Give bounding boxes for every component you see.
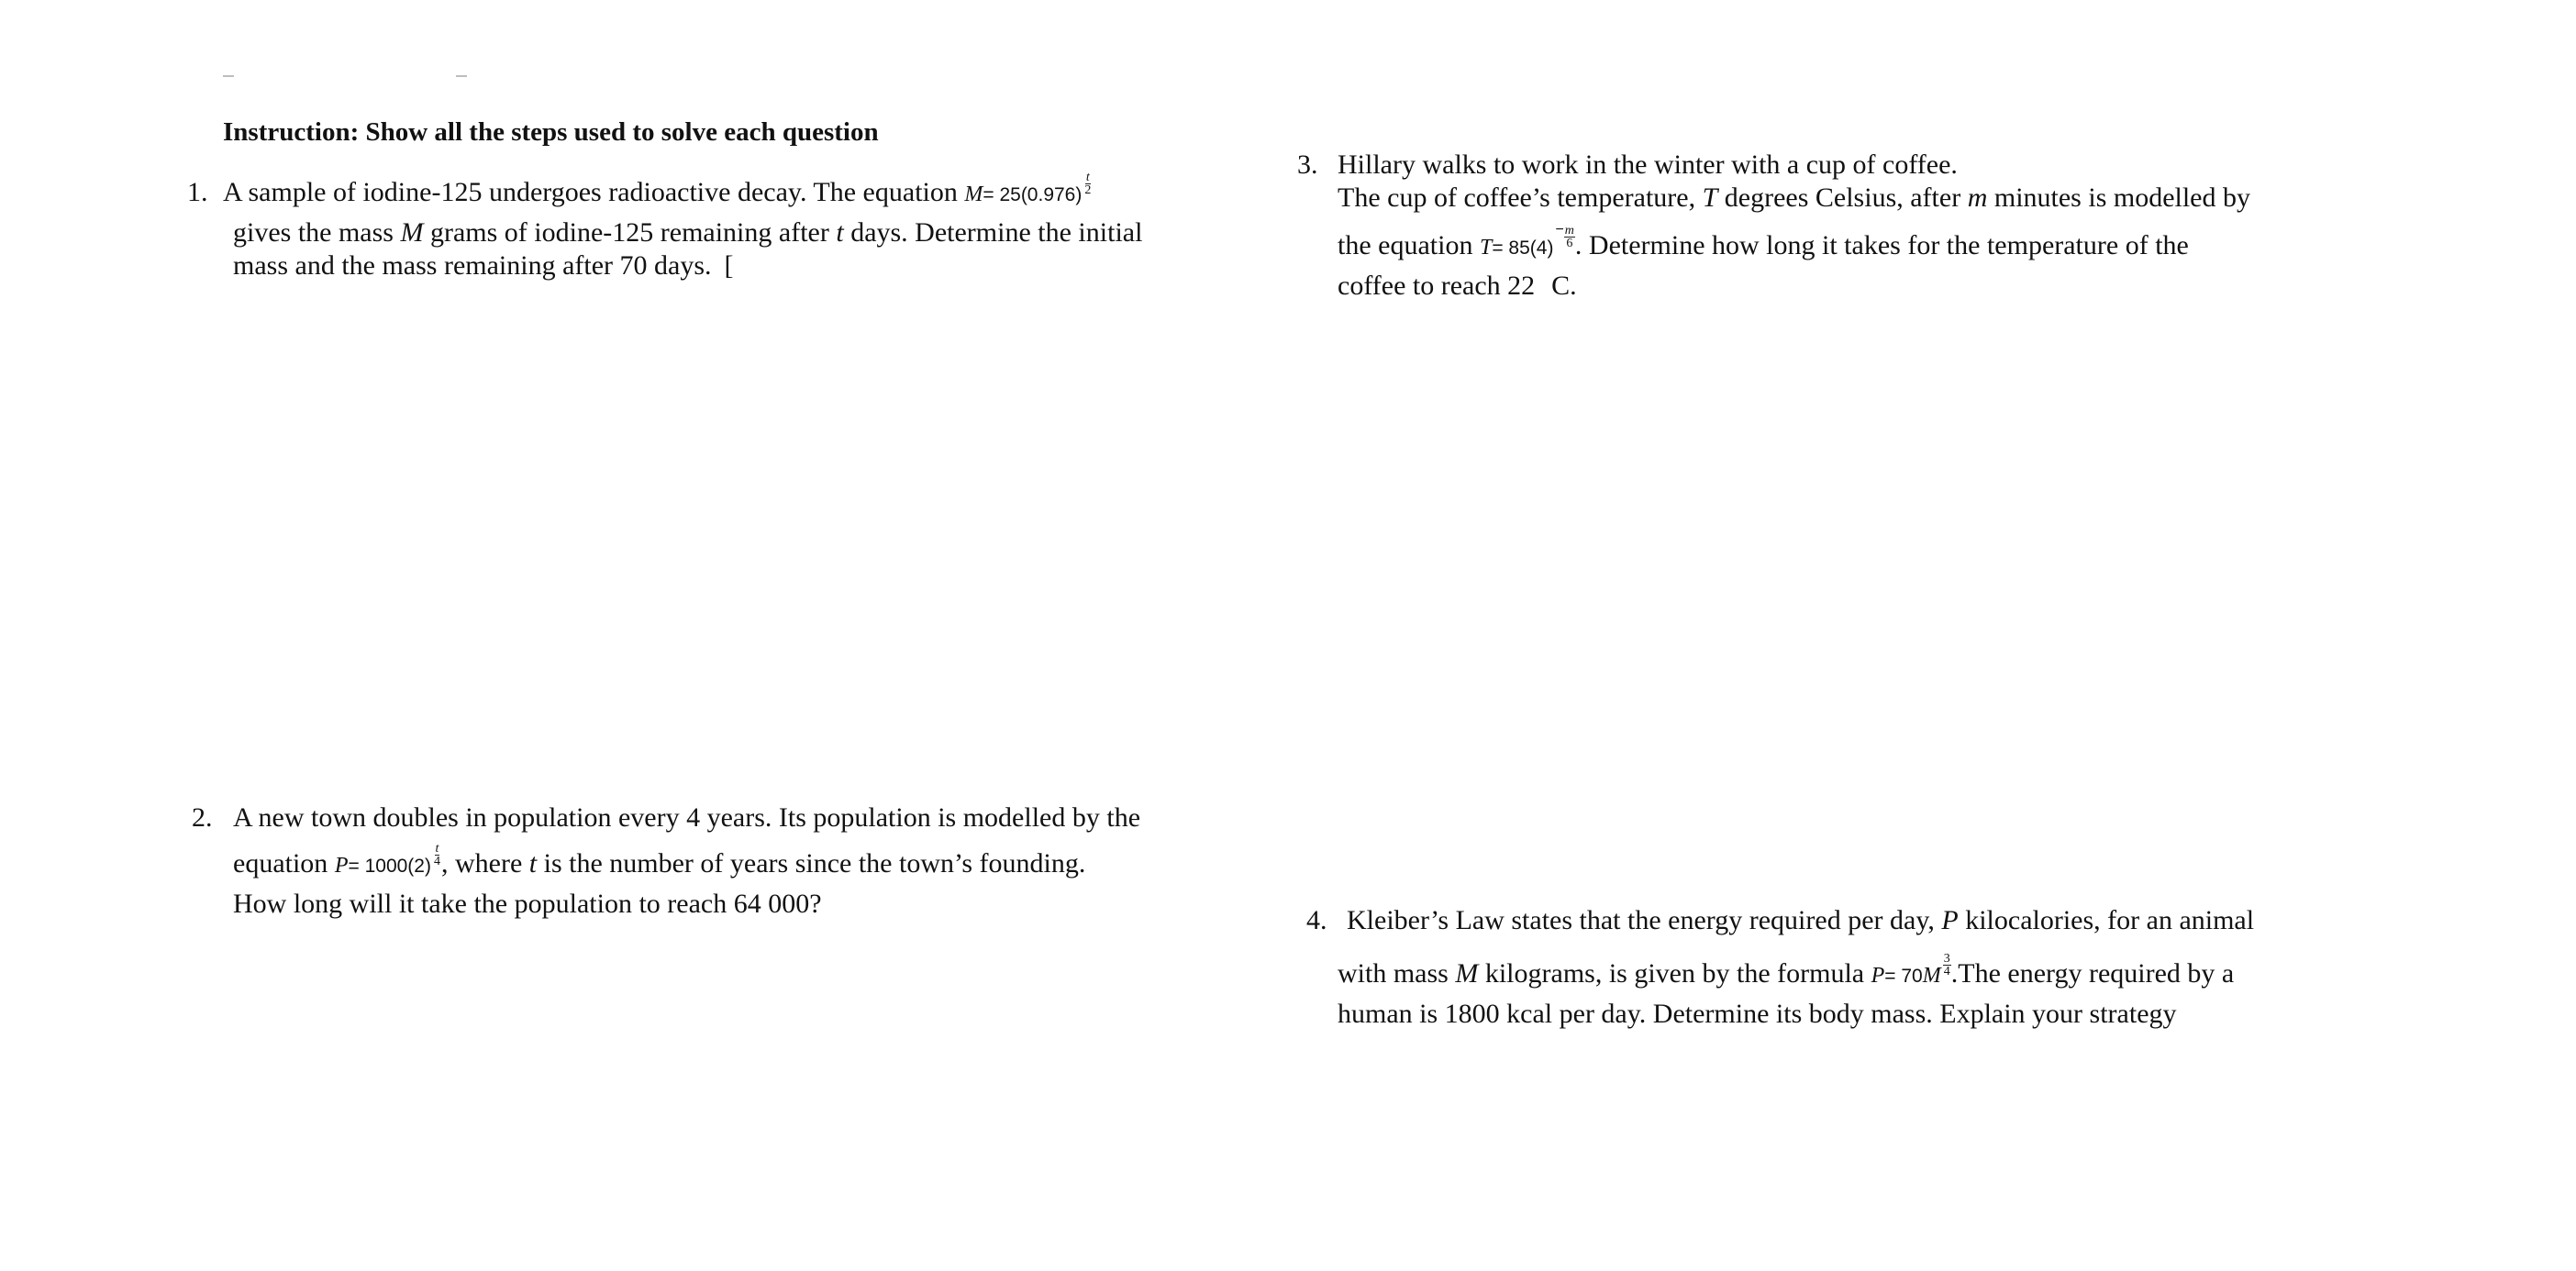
question-number: 1.: [187, 177, 208, 207]
question-text: A sample of iodine-125 undergoes radioactive decay. The equation: [223, 177, 958, 207]
scan-mark: [223, 75, 234, 77]
kleiber-equation: P= 70M $\frac{3}{4}$: [1871, 952, 1950, 988]
scan-mark: [456, 75, 467, 77]
question-number: 3.: [1297, 149, 1318, 180]
question-text: Hillary walks to work in the winter with a cup of coffee.: [1338, 149, 1958, 180]
temperature-equation: T= 85(4)− $\frac{m}{6}$: [1479, 222, 1574, 260]
question-text: Kleiber’s Law states that the energy required per day,: [1347, 905, 1935, 935]
question-text: A new town doubles in population every 4 years. Its population is modelled by the: [233, 802, 1141, 833]
population-equation: P= 1000(2) $\frac{t}{4}$: [334, 842, 440, 878]
question-4: 4. Kleiber’s Law states that the energy required per day, P kilocalories, for an animal with mass M kilograms, is given by the formula P= 70M $\frac{3}{4}$ .The energy required by a human is 1800 kcal per day. Determine its body mass. Explain your strategy: [1306, 905, 2255, 1029]
question-number: 2.: [192, 802, 213, 833]
instruction-heading: Instruction: Show all the steps used to solve each question: [223, 117, 879, 147]
question-1: 1. A sample of iodine-125 undergoes radioactive decay. The equation M= 25(0.976) $\frac{t}{2}$ gives the mass M grams of iodine-125 remaining after t days. Determine the initial mass and the mass remaining after 70 days. [: [187, 171, 1143, 281]
question-2: 2. A new town doubles in population every 4 years. Its population is modelled by the equation P= 1000(2) $\frac{t}{4}$ , where t is the number of years since the town’s founding. How long will it take the population to reach 64 000?: [192, 802, 1141, 919]
question-3: 3. Hillary walks to work in the winter with a cup of coffee. The cup of coffee’s temperature, T degrees Celsius, after m minutes is modelled by the equation T= 85(4)− $\frac{m}{6}$ . Determine how long it takes for the temperature of the coffee to reach 22 C.: [1297, 149, 2250, 301]
answer-bracket: [: [724, 250, 734, 281]
question-number: 4.: [1306, 905, 1327, 935]
decay-equation: M= 25(0.976) $\frac{t}{2}$: [964, 171, 1092, 206]
